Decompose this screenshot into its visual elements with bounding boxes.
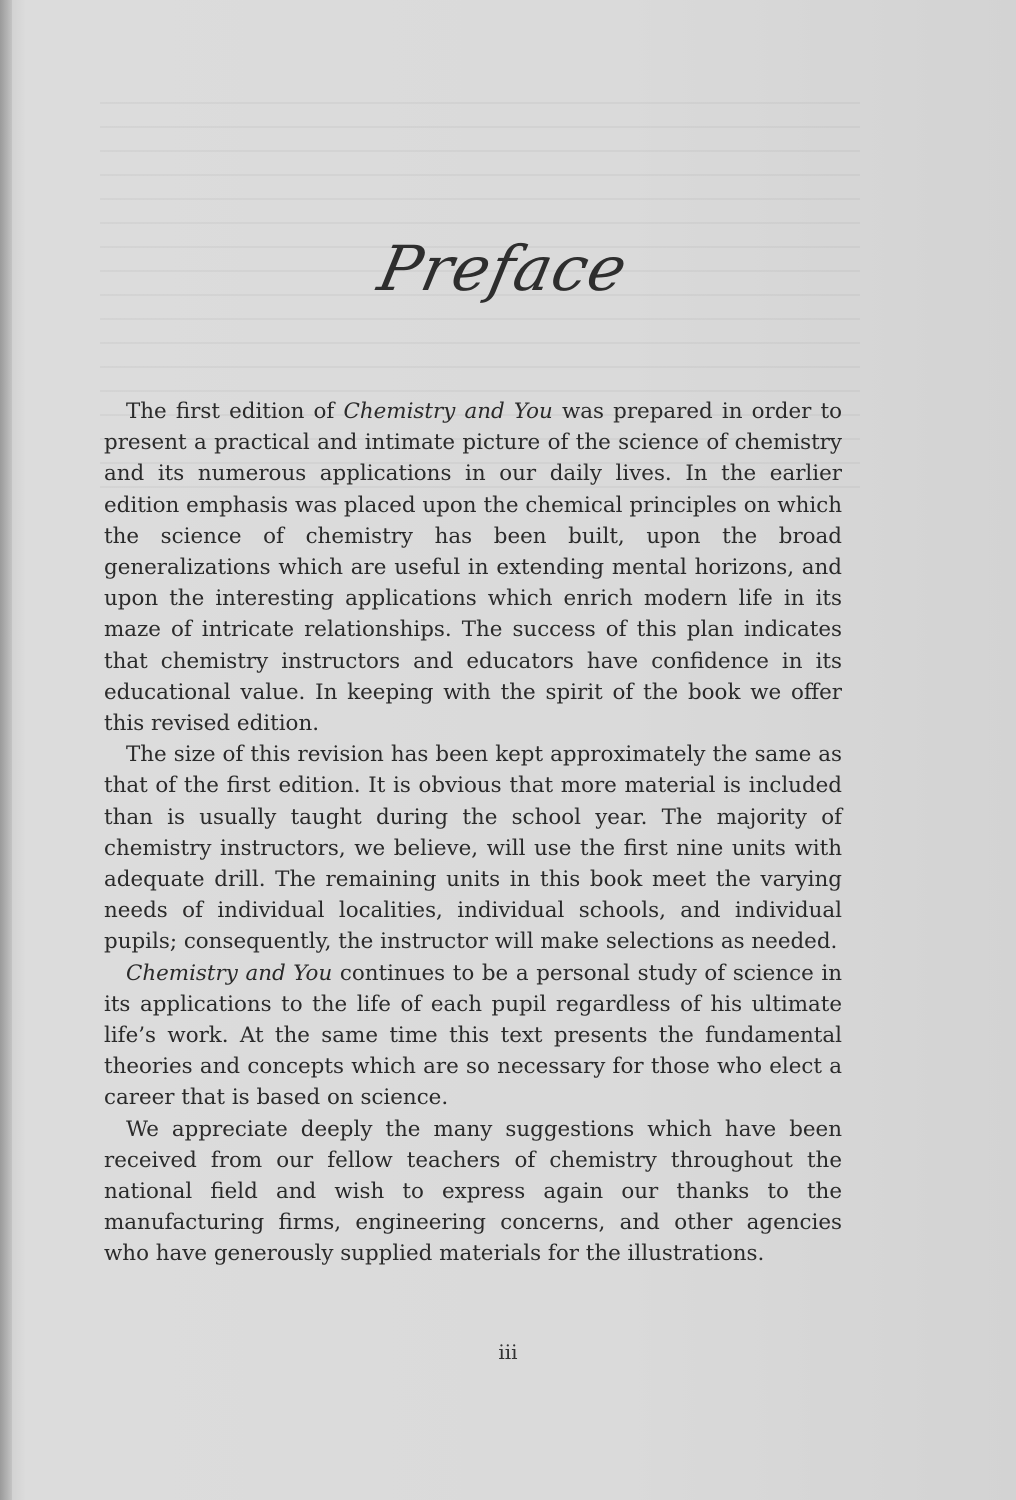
paragraph	[104, 396, 842, 739]
text-run: continues to be a personal study of science in its applications to the life of each pupil regardless of his ultimate life’s work. At the same time this text presents the fundamental theories and concepts which are so necessary for those who elect a career that is based on science.	[104, 960, 842, 1111]
page-number: iii	[498, 1340, 518, 1364]
text-run: We appreciate deeply the many suggestions which have been received from our fellow teachers of chemistry throughout the national field and wish to express again our thanks to the manufacturing firms, engineering concerns, and other agencies who have generously supplied materials for the illustrations.	[104, 1116, 842, 1267]
text-run: The first edition of	[126, 399, 344, 424]
page-heading: Preface	[372, 232, 635, 305]
paragraph	[104, 739, 842, 957]
page-binding-edge	[0, 0, 12, 1500]
text-run: The size of this revision has been kept approximately the same as that of the first edition. It is obvious that more material is included than is usually taught during the school year. The majority of chemistry instructors, we believe, will use the first nine units with adequate drill. The remaining units in this book meet the varying needs of individual localities, individual schools, and individual pupils; consequently, the instructor will make selections as needed.	[104, 742, 842, 955]
text-run: was prepared in order to present a practical and intimate picture of the science of chemistry and its numerous applications in our daily lives. In the earlier edition emphasis was placed upon the chemical principles on which the science of chemistry has been built, upon the broad generalizations which are useful in extending mental horizons, and upon the interesting applications which enrich modern life in its maze of intricate relationships. The success of this plan indicates that chemistry instructors and educators have confidence in its educational value. In keeping with the spirit of the book we offer this revised edition.	[104, 399, 842, 737]
book-title: Chemistry and You	[126, 960, 333, 986]
paragraph	[104, 1114, 842, 1270]
preface-body	[104, 396, 842, 1270]
book-title: Chemistry and You	[343, 399, 553, 424]
paragraph	[104, 958, 842, 1114]
